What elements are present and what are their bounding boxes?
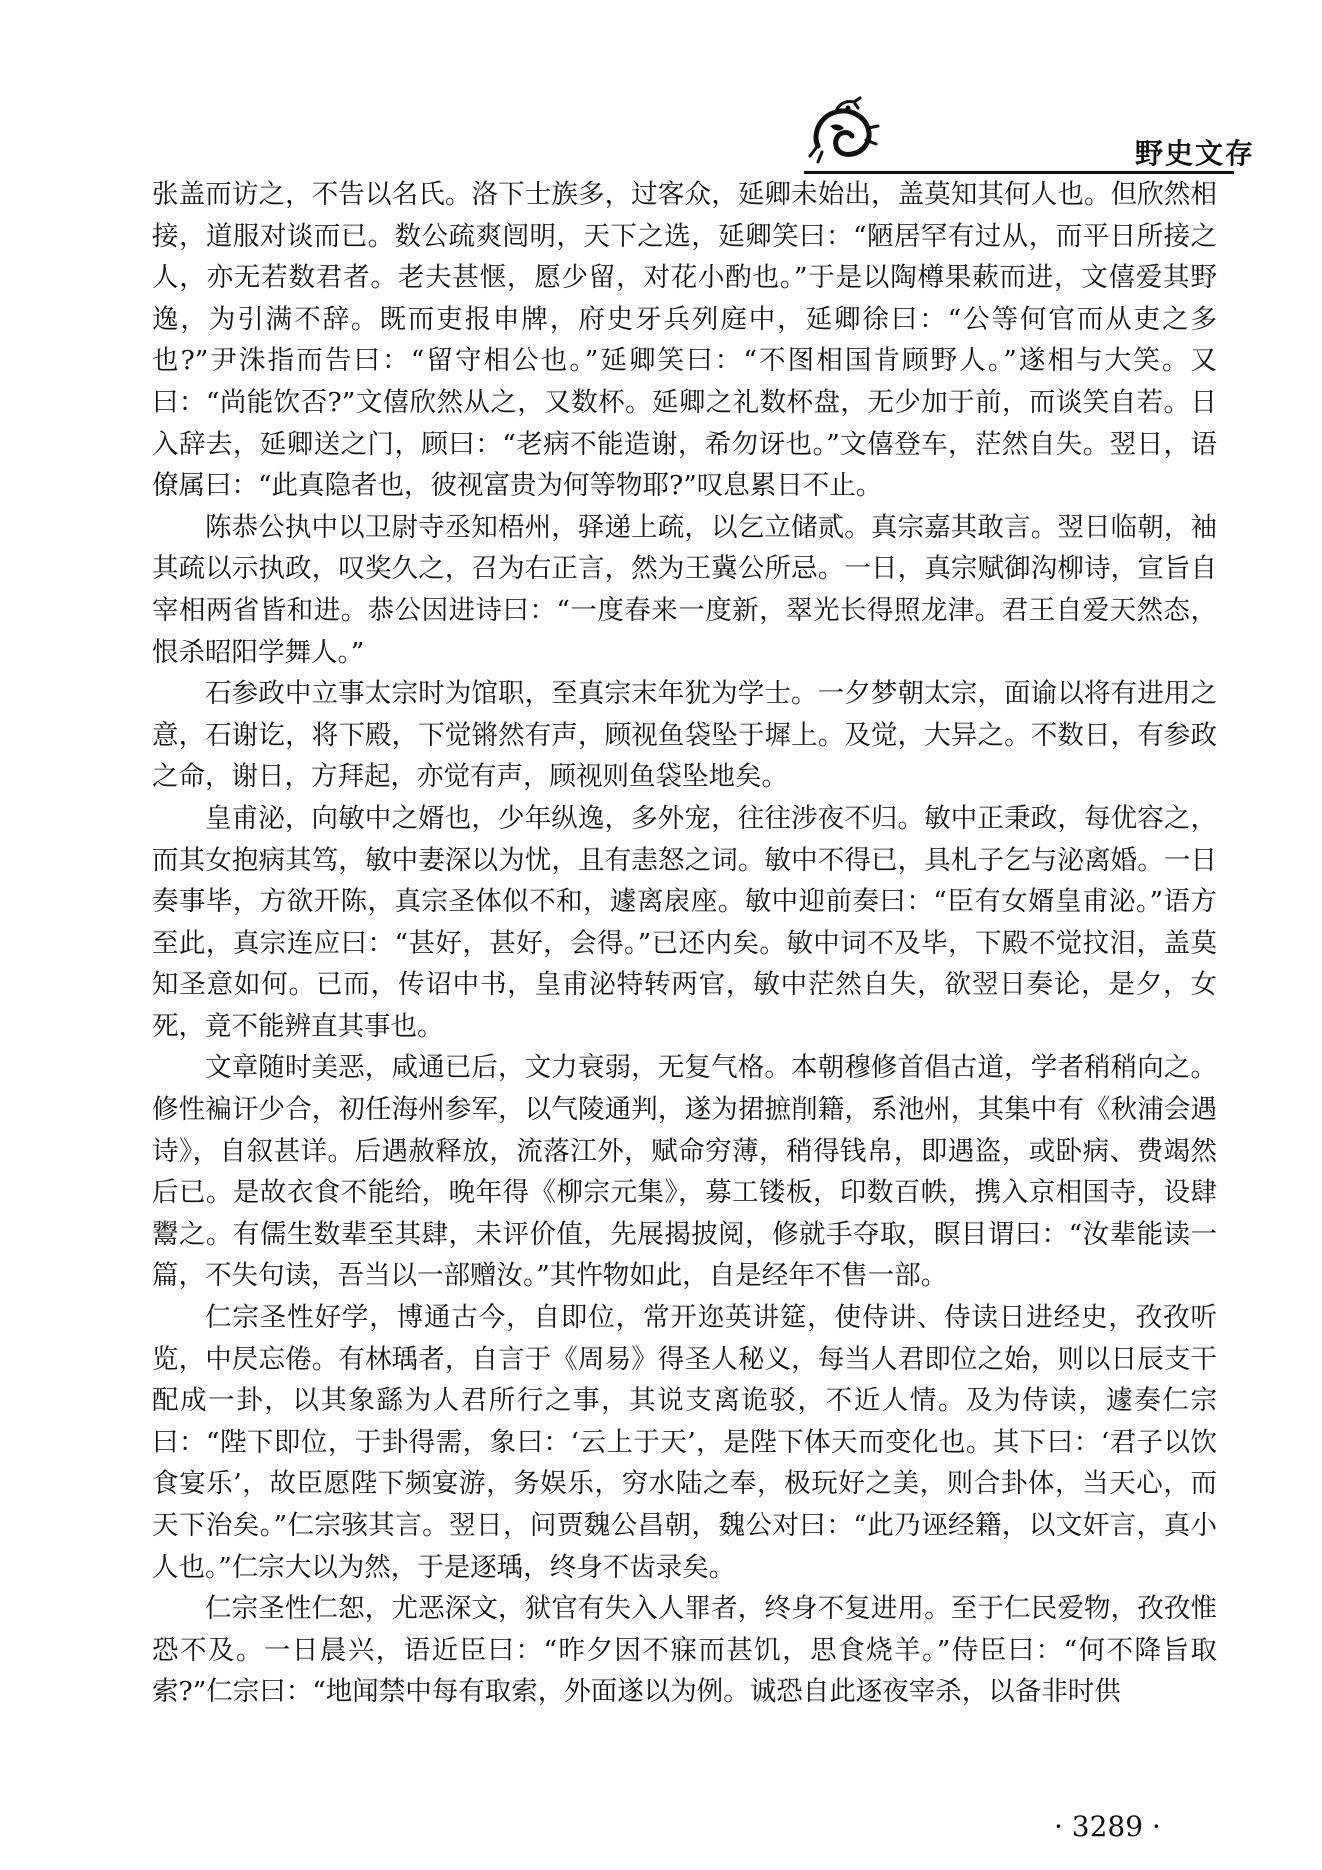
paragraph: 文章随时美恶，咸通已后，文力衰弱，无复气格。本朝穆修首倡古道，学者稍稍向之。修性褊讦少合，初任海州参军，以气陵通判，遂为捃摭削籍，系池州，其集中有《秋浦会遇诗》，自叙甚详。后遇赦释放，流落江外，赋命穷薄，稍得钱帛，即遇盗，或卧病、费竭然后已。是故衣食不能给，晚年得《柳宗元集》，募工镂板，印数百帙，携入京相国寺，设肆鬻之。有儒生数辈至其肆，未评价值，先展揭披阅，修就手夺取，瞑目谓曰：“汝辈能读一篇，不失句读，吾当以一部赠汝。”其忤物如此，自是经年不售一部。 bbox=[152, 1052, 1217, 1292]
page-number: · 3289 · bbox=[1054, 1810, 1161, 1843]
paragraph: 陈恭公执中以卫尉寺丞知梧州，驿递上疏，以乞立储贰。真宗嘉其敢言。翌日临朝，袖其疏以示执政，叹奖久之，召为右正言，然为王冀公所忌。一日，真宗赋御沟柳诗，宣旨自宰相两省皆和进。恭公因进诗曰：“一度春来一度新，翠光长得照龙津。君王自爱天然态，恨杀昭阳学舞人。” bbox=[152, 511, 1217, 668]
dragon-emblem-icon bbox=[808, 96, 880, 166]
paragraph: 石参政中立事太宗时为馆职，至真宗末年犹为学士。一夕梦朝太宗，面谕以将有进用之意，石谢讫，将下殿，下觉锵然有声，顾视鱼袋坠于墀上。及觉，大异之。不数日，有参政之命，谢日，方拜起，亦觉有声，顾视则鱼袋坠地矣。 bbox=[152, 678, 1217, 793]
paragraph: 张盖而访之，不告以名氏。洛下士族多，过客众，延卿未始出，盖莫知其何人也。但欣然相接，道服对谈而已。数公疏爽闿明，天下之选，延卿笑曰：“陋居罕有过从，而平日所接之人，亦无若数君者。老夫甚惬，愿少留，对花小酌也。”于是以陶樽果蔌而进，文僖爱其野逸，为引满不辞。既而吏报申牌，府史牙兵列庭中，延卿徐曰：“公等何官而从吏之多也?”尹洙指而告曰：“留守相公也。”延卿笑曰：“不图相国肯顾野人。”遂相与大笑。又曰：“尚能饮否?”文僖欣然从之，又数杯。延卿之礼数杯盘，无少加于前，而谈笑自若。日入辞去，延卿送之门，顾曰：“老病不能造谢，希勿讶也。”文僖登车，茫然自失。翌日，语僚属曰：“此真隐者也，彼视富贵为何等物耶?”叹息累日不止。 bbox=[152, 179, 1217, 502]
body-text bbox=[152, 174, 1217, 1713]
page-header bbox=[0, 0, 1322, 175]
paragraph: 皇甫泌，向敏中之婿也，少年纵逸，多外宠，往往涉夜不归。敏中正秉政，每优容之，而其女抱病其笃，敏中妻深以为忧，且有恚怒之词。敏中不得已，具札子乞与泌离婚。一日奏事毕，方欲开陈，真宗圣体似不和，遽离扆座。敏中迎前奏曰：“臣有女婿皇甫泌。”语方至此，真宗连应曰：“甚好，甚好，会得。”已还内矣。敏中词不及毕，下殿不觉抆泪，盖莫知圣意如何。已而，传诏中书，皇甫泌特转两官，敏中茫然自失，欲翌日奏论，是夕，女死，竟不能辨直其事也。 bbox=[152, 802, 1217, 1042]
paragraph: 仁宗圣性仁恕，尤恶深文，狱官有失入人罪者，终身不复进用。至于仁民爱物，孜孜惟恐不及。一日晨兴，语近臣曰：“昨夕因不寐而甚饥，思食烧羊。”侍臣曰：“何不降旨取索?”仁宗曰：“地闻禁中每有取索，外面遂以为例。诚恐自此逐夜宰杀，以备非时供 bbox=[152, 1593, 1217, 1708]
paragraph: 仁宗圣性好学，博通古今，自即位，常开迩英讲筵，使侍讲、侍读日进经史，孜孜听览，中昃忘倦。有林瑀者，自言于《周易》得圣人秘义，每当人君即位之始，则以日辰支干配成一卦，以其象繇为人君所行之事，其说支离诡驳，不近人情。及为侍读，遽奏仁宗曰：“陛下即位，于卦得需，象曰：‘云上于天’，是陛下体天而变化也。其下曰：‘君子以饮食宴乐’，故臣愿陛下频宴游，务娱乐，穷水陆之奉，极玩好之美，则合卦体，当天心，而天下治矣。”仁宗骇其言。翌日，问贾魏公昌朝，魏公对曰：“此乃诬经籍，以文奸言，真小人也。”仁宗大以为然，于是逐瑀，终身不齿录矣。 bbox=[152, 1302, 1217, 1583]
header-title: 野史文存 bbox=[1135, 137, 1256, 170]
